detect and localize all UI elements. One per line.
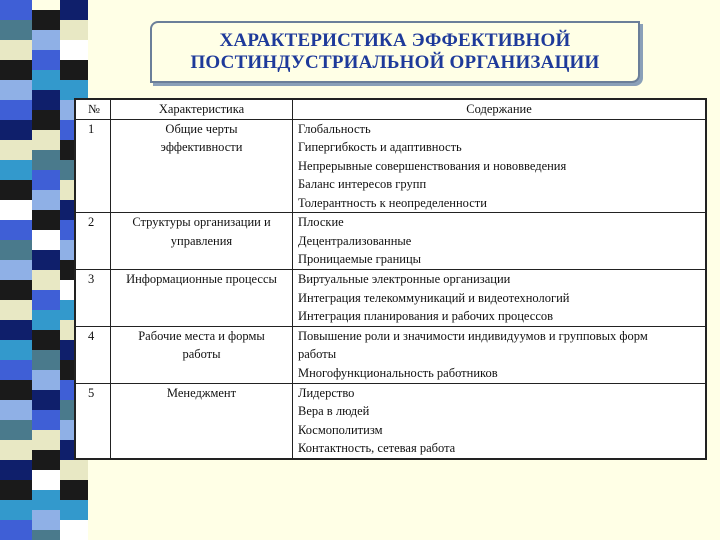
content-line: Повышение роли и значимости индивидуумов и групповых форм	[298, 328, 648, 343]
stripe-band	[32, 50, 60, 70]
table-header-row	[76, 100, 706, 120]
table-row	[76, 270, 706, 327]
row-characteristic	[111, 326, 293, 383]
stripe-band	[0, 360, 32, 380]
content-line: Непрерывные совершенствования и нововведения	[298, 158, 567, 173]
table-row	[76, 383, 706, 458]
row-content	[293, 383, 706, 458]
stripe-band	[60, 40, 88, 60]
content-line: Проницаемые границы	[298, 252, 422, 267]
row-number: 1	[76, 119, 111, 213]
stripe-band	[32, 190, 60, 210]
stripe-band	[0, 220, 32, 240]
stripe-band	[60, 480, 88, 500]
row-characteristic	[111, 119, 293, 213]
stripe-band	[32, 350, 60, 370]
stripe-band	[0, 480, 32, 500]
row-number: 5	[76, 383, 111, 458]
stripe-band	[32, 270, 60, 290]
characteristic-line: Структуры организации и	[132, 215, 271, 230]
content-line: Децентрализованные	[298, 233, 412, 248]
content-line: Вера в людей	[298, 404, 370, 419]
stripe-band	[0, 200, 32, 220]
row-content	[293, 119, 706, 213]
content-line: Глобальность	[298, 121, 371, 136]
characteristic-line: Информационные процессы	[126, 272, 277, 287]
page-title-line-1: ХАРАКТЕРИСТИКА ЭФФЕКТИВНОЙ	[219, 30, 571, 51]
stripe-band	[32, 450, 60, 470]
table-row	[76, 326, 706, 383]
stripe-band	[0, 40, 32, 60]
stripe-band	[0, 140, 32, 160]
content-line: Космополитизм	[298, 422, 383, 437]
table-row	[76, 119, 706, 213]
stripe-band	[32, 310, 60, 330]
row-characteristic	[111, 213, 293, 270]
stripe-band	[0, 300, 32, 320]
stripe-band	[0, 20, 32, 40]
stripe-band	[32, 10, 60, 30]
characteristic-line: управления	[170, 233, 233, 248]
stripe-band	[32, 210, 60, 230]
stripe-band	[32, 530, 60, 540]
content-line: Виртуальные электронные организации	[298, 272, 511, 287]
row-content	[293, 270, 706, 327]
stripe-band	[0, 240, 32, 260]
stripe-band	[0, 180, 32, 200]
stripe-band	[32, 290, 60, 310]
content-line: Интеграция планирования и рабочих процессов	[298, 309, 554, 324]
row-content	[293, 213, 706, 270]
header-content: Содержание	[293, 100, 706, 120]
stripe-band	[32, 430, 60, 450]
stripe-band	[0, 340, 32, 360]
stripe-band	[0, 160, 32, 180]
content-line: Интеграция телекоммуникаций и видеотехнологий	[298, 290, 570, 305]
characteristic-line: Рабочие места и формы	[138, 328, 265, 343]
stripe-band	[32, 130, 60, 150]
stripe-band	[0, 100, 32, 120]
stripe-band	[0, 380, 32, 400]
stripe-band	[32, 170, 60, 190]
characteristic-line: работы	[182, 347, 221, 362]
stripe-band	[0, 400, 32, 420]
characteristic-line: Общие черты	[165, 121, 238, 136]
stripe-band	[32, 250, 60, 270]
title-box	[150, 21, 640, 83]
stripe-band	[0, 260, 32, 280]
content-line: Толерантность к неопределенности	[298, 195, 487, 210]
stripe-band	[0, 280, 32, 300]
characteristics-table	[74, 98, 707, 460]
characteristic-line: Менеджмент	[166, 385, 237, 400]
stripe-band	[32, 30, 60, 50]
stripe-band	[32, 370, 60, 390]
stripe-band	[0, 120, 32, 140]
stripe-band	[32, 470, 60, 490]
stripe-band	[0, 460, 32, 480]
header-characteristic: Характеристика	[111, 100, 293, 120]
content-line: Многофункциональность работников	[298, 365, 498, 380]
row-number: 4	[76, 326, 111, 383]
row-characteristic	[111, 270, 293, 327]
stripe-band	[32, 90, 60, 110]
characteristic-line: эффективности	[160, 140, 243, 154]
content-line: Гипергибкость и адаптивность	[298, 140, 462, 154]
stripe-band	[32, 110, 60, 130]
content-line: Контактность, сетевая работа	[298, 441, 456, 456]
stripe-band	[32, 330, 60, 350]
stripe-band	[32, 70, 60, 90]
stripe-band	[60, 60, 88, 80]
stripe-band	[0, 0, 32, 20]
stripe-band	[60, 20, 88, 40]
stripe-band	[32, 390, 60, 410]
stripe-band	[60, 520, 88, 540]
content-line: Плоские	[298, 215, 344, 230]
stripe-band	[0, 520, 32, 540]
stripe-band	[60, 500, 88, 520]
content-line: Баланс интересов групп	[298, 177, 427, 191]
content-line: работы	[298, 347, 337, 362]
stripe-band	[0, 420, 32, 440]
stripe-band	[60, 460, 88, 480]
stripe-band	[32, 150, 60, 170]
table-row	[76, 213, 706, 270]
row-number: 3	[76, 270, 111, 327]
stripe-band	[32, 230, 60, 250]
stripe-band	[0, 440, 32, 460]
stripe-band	[0, 60, 32, 80]
stripe-band	[0, 80, 32, 100]
header-num: №	[76, 100, 111, 120]
stripe-band	[32, 410, 60, 430]
stripe-band	[32, 490, 60, 510]
stripe-band	[0, 320, 32, 340]
content-line: Лидерство	[298, 385, 355, 400]
stripe-band	[0, 500, 32, 520]
stripe-band	[60, 80, 88, 100]
page-title-line-2: ПОСТИНДУСТРИАЛЬНОЙ ОРГАНИЗАЦИИ	[190, 52, 600, 73]
stripe-band	[32, 510, 60, 530]
row-characteristic	[111, 383, 293, 458]
row-content	[293, 326, 706, 383]
row-number: 2	[76, 213, 111, 270]
stripe-band	[60, 0, 88, 20]
